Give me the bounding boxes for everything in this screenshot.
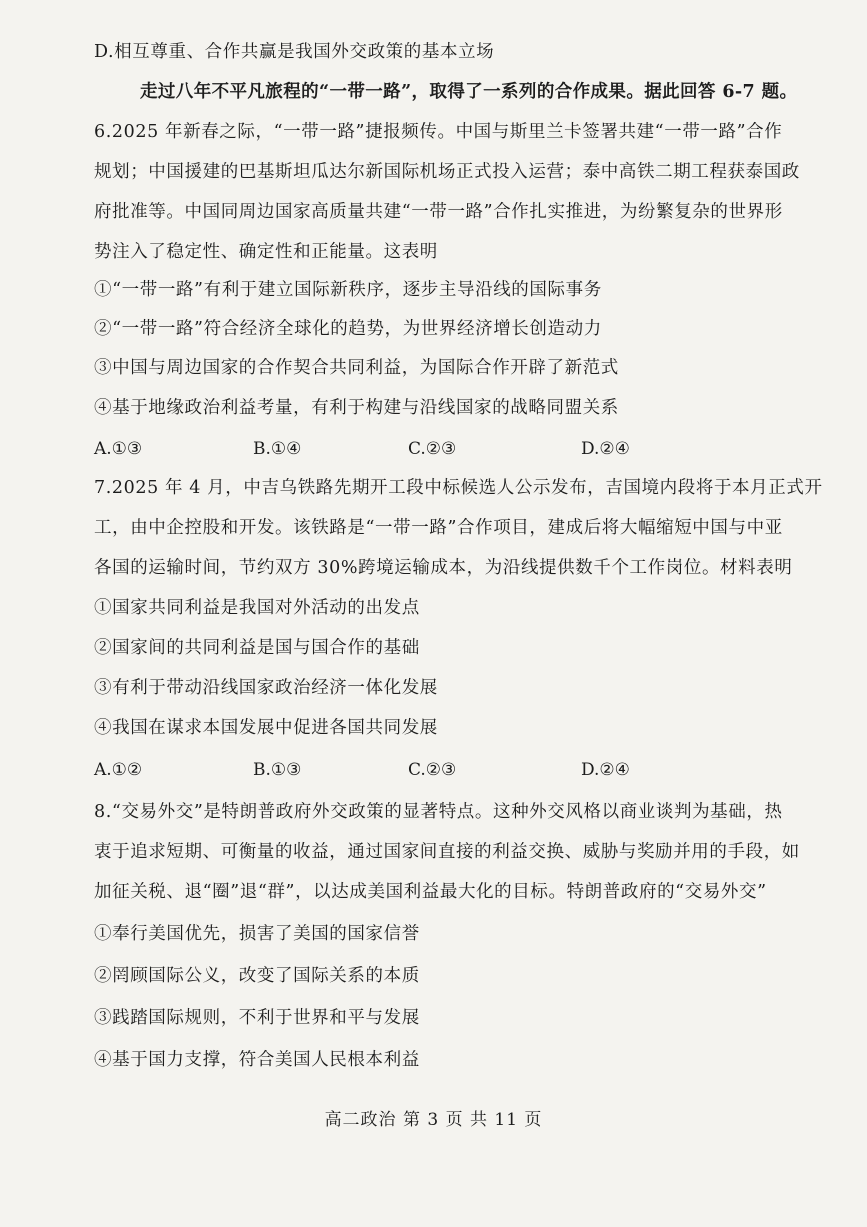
question-6-statement-3: ③中国与周边国家的合作契合共同利益，为国际合作开辟了新范式 (94, 358, 619, 378)
question-7-statement-2: ②国家间的共同利益是国与国合作的基础 (94, 638, 420, 658)
page-footer: 高二政治 第 3 页 共 11 页 (324, 1110, 543, 1130)
question-8-statement-2: ②罔顾国际公义，改变了国际关系的本质 (94, 966, 420, 986)
group-intro: 走过八年不平凡旅程的“一带一路”，取得了一系列的合作成果。据此回答 6-7 题。 (140, 82, 798, 102)
question-6-stem-line: 府批准等。中国同周边国家高质量共建“一带一路”合作扎实推进，为纷繁复杂的世界形 (94, 202, 783, 222)
question-6-stem-line: 6.2025 年新春之际，“一带一路”捷报频传。中国与斯里兰卡签署共建“一带一路”合作 (94, 122, 783, 142)
question-7-statement-1: ①国家共同利益是我国对外活动的出发点 (94, 598, 420, 618)
question-6-stem-line: 规划；中国援建的巴基斯坦瓜达尔新国际机场正式投入运营；泰中高铁二期工程获泰国政 (94, 162, 800, 182)
question-7-stem-line: 各国的运输时间，节约双方 30%跨境运输成本，为沿线提供数千个工作岗位。材料表明 (94, 558, 793, 578)
question-6-option-b: B.①④ (253, 439, 302, 459)
question-6-statement-2: ②“一带一路”符合经济全球化的趋势，为世界经济增长创造动力 (94, 319, 602, 339)
question-8-stem-line: 加征关税、退“圈”退“群”，以达成美国利益最大化的目标。特朗普政府的“交易外交” (94, 882, 767, 902)
question-8-stem-line: 衷于追求短期、可衡量的收益，通过国家间直接的利益交换、威胁与奖励并用的手段，如 (94, 842, 800, 862)
question-7-option-c: C.②③ (408, 760, 457, 780)
question-7-stem-line: 工，由中企控股和开发。该铁路是“一带一路”合作项目，建成后将大幅缩短中国与中亚 (94, 518, 783, 538)
question-7-statement-4: ④我国在谋求本国发展中促进各国共同发展 (94, 718, 438, 738)
question-8-stem-line: 8.“交易外交”是特朗普政府外交政策的显著特点。这种外交风格以商业谈判为基础，热 (94, 802, 783, 822)
question-6-option-c: C.②③ (408, 439, 457, 459)
question-7-option-d: D.②④ (581, 760, 630, 780)
question-6-option-a: A.①③ (94, 439, 143, 459)
question-6-option-d: D.②④ (581, 439, 630, 459)
question-7-option-a: A.①② (94, 760, 143, 780)
question-6-statement-4: ④基于地缘政治利益考量，有利于构建与沿线国家的战略同盟关系 (94, 398, 619, 418)
question-6-stem-line: 势注入了稳定性、确定性和正能量。这表明 (94, 242, 438, 262)
previous-option-d: D.相互尊重、合作共赢是我国外交政策的基本立场 (94, 42, 495, 62)
question-7-statement-3: ③有利于带动沿线国家政治经济一体化发展 (94, 678, 438, 698)
question-8-statement-1: ①奉行美国优先，损害了美国的国家信誉 (94, 924, 420, 944)
question-8-statement-4: ④基于国力支撑，符合美国人民根本利益 (94, 1050, 420, 1070)
question-6-statement-1: ①“一带一路”有利于建立国际新秩序，逐步主导沿线的国际事务 (94, 280, 602, 300)
question-7-option-b: B.①③ (253, 760, 302, 780)
question-7-stem-line: 7.2025 年 4 月，中吉乌铁路先期开工段中标候选人公示发布，吉国境内段将于本月正式开 (94, 478, 823, 498)
question-8-statement-3: ③践踏国际规则，不利于世界和平与发展 (94, 1008, 420, 1028)
